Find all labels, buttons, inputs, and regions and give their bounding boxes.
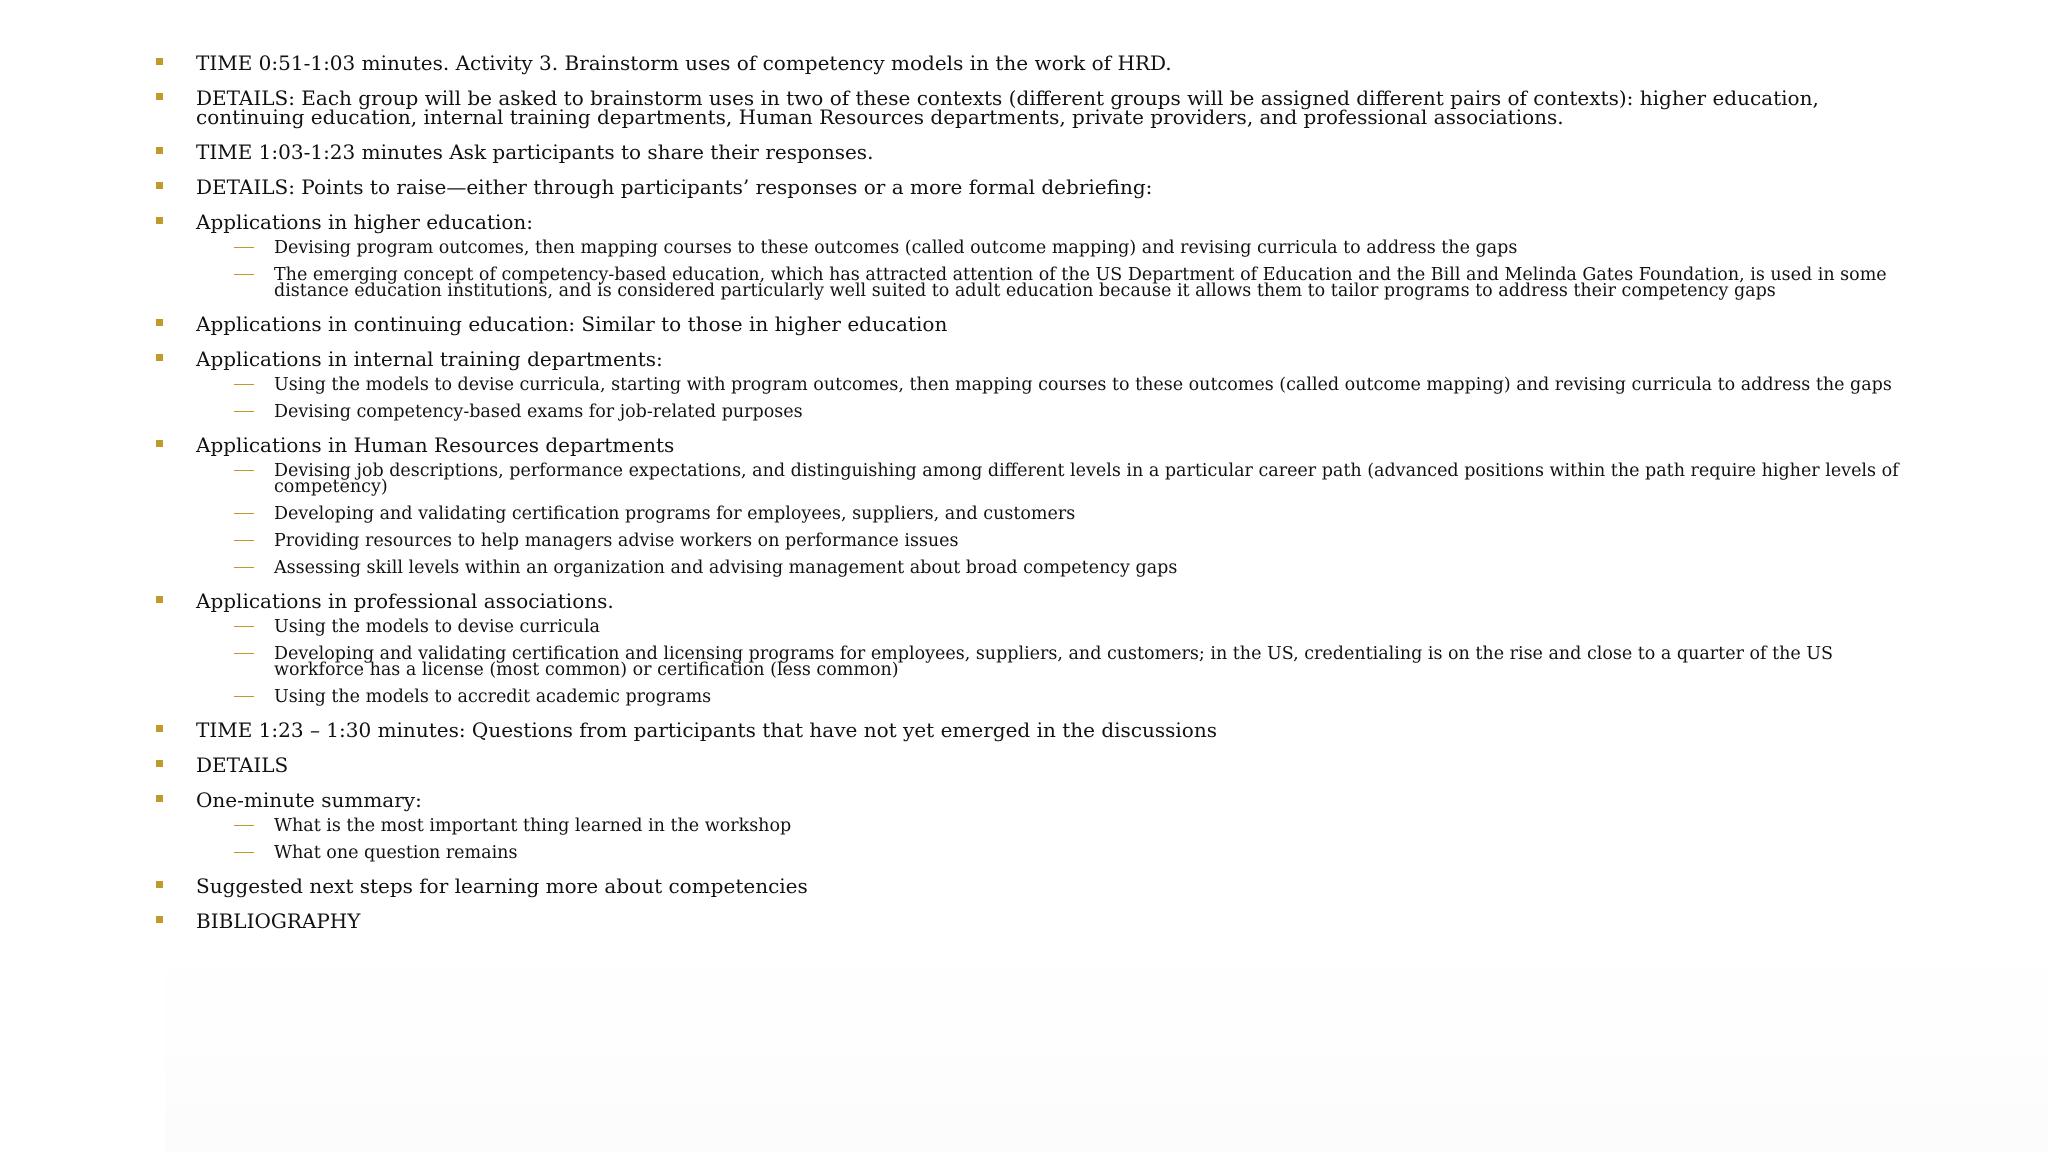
bullet-text: DETAILS: Points to raise—either through participants’ responses or a more formal debriefing: [196,175,1153,199]
bullet-text: One-minute summary: [196,788,422,812]
bullet-text: DETAILS: Each group will be asked to brainstorm uses in two of these contexts (different groups will be assigned different pairs of contexts): higher education, continuing education, internal training departments, Human Resources departments, private providers, and professional associations. [196,86,1819,129]
sub-bullet-text: Providing resources to help managers advise workers on performance issues [274,531,959,551]
square-bullet-icon [156,319,163,326]
sub-bullet-item [196,689,1916,705]
sub-bullet-text: Using the models to accredit academic programs [274,687,712,707]
square-bullet-icon [156,217,163,224]
bullet-item [156,433,1916,578]
sub-bullet-item [196,404,1916,420]
bullet-text: Applications in continuing education: Similar to those in higher education [196,312,948,336]
sub-list [196,619,1916,705]
sub-bullet-item [196,377,1916,393]
sub-bullet-text: Devising competency-based exams for job-related purposes [274,402,803,422]
bullet-text: TIME 0:51-1:03 minutes. Activity 3. Brainstorm uses of competency models in the work of HRD. [196,51,1172,75]
sub-bullet-text: The emerging concept of competency-based education, which has attracted attention of the US Department of Education and the Bill and Melinda Gates Foundation, is used in some distance education institutions, and is considered particularly well suited to adult education because it allows them to tailor programs to address their competency gaps [274,265,1887,301]
dash-bullet-icon [234,274,254,275]
dash-bullet-icon [234,852,254,853]
square-bullet-icon [156,596,163,603]
bullet-item [156,718,1916,742]
bullet-item [156,788,1916,863]
sub-bullet-text: Devising program outcomes, then mapping courses to these outcomes (called outcome mapping) and revising curricula to address the gaps [274,238,1518,258]
sub-list [196,463,1916,576]
bullet-text: Applications in professional associations. [196,589,614,613]
bullet-text: TIME 1:23 – 1:30 minutes: Questions from participants that have not yet emerged in the discussions [196,718,1217,742]
square-bullet-icon [156,795,163,802]
square-bullet-icon [156,916,163,923]
sub-bullet-item [196,619,1916,635]
sub-bullet-text: Using the models to devise curricula [274,617,600,637]
bullet-item [156,589,1916,707]
sub-bullet-item [196,533,1916,549]
square-bullet-icon [156,58,163,65]
bullet-item [156,753,1916,777]
sub-bullet-text: Devising job descriptions, performance expectations, and distinguishing among different levels in a particular career path (advanced positions within the path require higher levels of competency) [274,461,1899,497]
square-bullet-icon [156,354,163,361]
bullet-item [156,86,1916,129]
sub-list [196,377,1916,420]
bullet-item [156,51,1916,75]
sub-bullet-item [196,818,1916,834]
sub-bullet-item [196,845,1916,861]
sub-bullet-text: Assessing skill levels within an organization and advising management about broad competency gaps [274,558,1178,578]
bullet-text: Applications in higher education: [196,210,534,234]
bullet-item [156,874,1916,898]
bullet-text: Applications in Human Resources departments [196,433,675,457]
dash-bullet-icon [234,247,254,248]
bullet-text: TIME 1:03-1:23 minutes Ask participants to share their responses. [196,140,874,164]
square-bullet-icon [156,440,163,447]
sub-list [196,240,1916,299]
bullet-text: Suggested next steps for learning more about competencies [196,874,808,898]
sub-bullet-item [196,463,1916,495]
bullet-item [156,312,1916,336]
sub-bullet-item [196,240,1916,256]
speaker-notes [156,51,1916,947]
dash-bullet-icon [234,411,254,412]
bullet-item [156,140,1916,164]
bullet-item [156,175,1916,199]
bullet-text: BIBLIOGRAPHY [196,909,361,933]
bullet-item [156,347,1916,422]
dash-bullet-icon [234,513,254,514]
square-bullet-icon [156,881,163,888]
square-bullet-icon [156,725,163,732]
sub-bullet-text: Developing and validating certification and licensing programs for employees, suppliers, and customers; in the US, credentialing is on the rise and close to a quarter of the US workforce has a license (most common) or certification (less common) [274,644,1834,680]
sub-bullet-text: What one question remains [274,843,518,863]
dash-bullet-icon [234,653,254,654]
sub-bullet-item [196,506,1916,522]
dash-bullet-icon [234,384,254,385]
bullet-item [156,909,1916,933]
square-bullet-icon [156,760,163,767]
sub-bullet-text: Using the models to devise curricula, starting with program outcomes, then mapping courses to these outcomes (called outcome mapping) and revising curricula to address the gaps [274,375,1892,395]
dash-bullet-icon [234,567,254,568]
sub-list [196,818,1916,861]
square-bullet-icon [156,182,163,189]
dash-bullet-icon [234,696,254,697]
dash-bullet-icon [234,626,254,627]
dash-bullet-icon [234,540,254,541]
square-bullet-icon [156,147,163,154]
square-bullet-icon [156,93,163,100]
bullet-text: DETAILS [196,753,289,777]
sub-bullet-item [196,646,1916,678]
bullet-item [156,210,1916,301]
dash-bullet-icon [234,470,254,471]
dash-bullet-icon [234,825,254,826]
sub-bullet-text: What is the most important thing learned in the workshop [274,816,792,836]
bullet-text: Applications in internal training departments: [196,347,663,371]
sub-bullet-text: Developing and validating certification programs for employees, suppliers, and customers [274,504,1076,524]
sub-bullet-item [196,560,1916,576]
sub-bullet-item [196,267,1916,299]
